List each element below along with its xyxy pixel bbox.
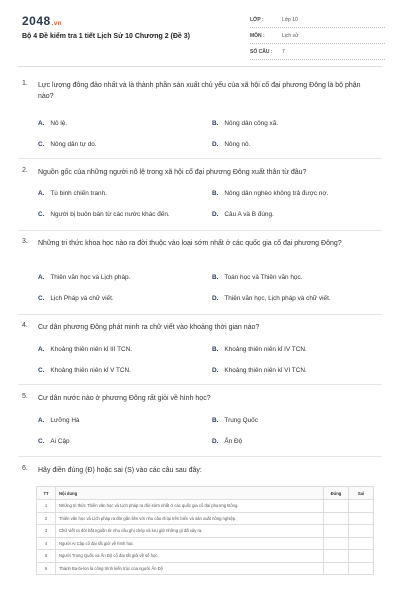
header-false: Sai [349,487,374,500]
true-cell[interactable] [324,562,349,575]
meta-key: SỐ CÂU : [250,48,273,55]
separator [18,384,382,385]
meta-row-class [250,12,385,28]
row-number: 5 [37,550,56,563]
true-cell[interactable] [324,525,349,538]
meta-info [250,12,385,60]
option-a[interactable]: A. Tù binh chiến tranh. [38,190,107,197]
meta-key: MÔN : [250,32,265,39]
meta-value: Lịch sử [282,32,299,39]
row-number: 4 [37,537,56,550]
question-5 [22,393,380,453]
meta-value: Lớp 10 [282,16,298,23]
table-row [37,562,374,575]
option-a[interactable]: A. Khoảng thiên niên kỉ III TCN. [38,346,132,353]
true-cell[interactable] [324,500,349,513]
row-content: Chữ viết ra đời bắt nguồn từ nhu cầu ghi chép và lưu giữ những gì đã xảy ra. [56,525,324,538]
question-number: 3. [22,238,28,245]
header-divider [18,66,382,67]
meta-key: LỚP : [250,16,264,23]
table-header-row [37,487,374,500]
question-4 [22,322,380,382]
page-header [0,0,400,63]
option-a[interactable]: A. Thiên văn học và Lịch pháp. [38,274,131,281]
question-text: Lực lượng đông đảo nhất và là thành phần sản xuất chủ yếu của xã hội cổ đại phương Đông là bộ phận nào? [38,82,361,100]
option-d[interactable]: D. Ấn Độ [212,438,243,445]
option-d[interactable]: D. Khoảng thiên niên kỉ VI TCN. [212,367,307,374]
question-2 [22,167,380,227]
question-number: 6. [22,465,28,472]
true-cell[interactable] [324,550,349,563]
option-d[interactable]: D. Câu A và B đúng. [212,211,274,218]
option-c[interactable]: C. Khoảng thiên niên kỉ V TCN. [38,367,131,374]
table-row [37,500,374,513]
row-content: Thành Ba-bi-lon là công trình kiến trúc của người Ấn Độ [56,562,324,575]
header-true: Đúng [324,487,349,500]
table-row [37,512,374,525]
option-a[interactable]: A. Nô lệ. [38,120,68,127]
option-b[interactable]: B. Khoảng thiên niên kỉ IV TCN. [212,346,307,353]
true-false-table [36,486,374,575]
separator [18,230,382,231]
option-a[interactable]: A. Lưỡng Hà [38,417,80,424]
option-b[interactable]: B. Toán học và Thiên văn học. [212,274,303,281]
row-number: 2 [37,512,56,525]
row-number: 3 [37,525,56,538]
question-1 [22,80,380,160]
question-number: 4. [22,322,28,329]
document-title: Bộ 4 Đề kiểm tra 1 tiết Lịch Sử 10 Chương 2 (Đề 3) [22,33,190,40]
false-cell[interactable] [349,550,374,563]
true-cell[interactable] [324,537,349,550]
header-content: Nội dung [56,487,324,500]
separator [18,158,382,159]
separator [18,456,382,457]
option-b[interactable]: B. Trung Quốc [212,417,258,424]
question-number: 5. [22,393,28,400]
question-6 [22,465,380,481]
option-d[interactable]: D. Thiên văn học, Lịch pháp và chữ viết. [212,295,331,302]
false-cell[interactable] [349,537,374,550]
option-d[interactable]: D. Nông nô. [212,141,251,148]
row-number: 6 [37,562,56,575]
option-c[interactable]: C. Ai Cập [38,438,70,445]
row-content: Người Ai Cập cổ đại rất giỏi về hình học [56,537,324,550]
false-cell[interactable] [349,525,374,538]
false-cell[interactable] [349,512,374,525]
table-row [37,525,374,538]
table-row [37,550,374,563]
row-content: Người Trung Quốc và Ấn Độ cổ đại rất giỏi về số học. [56,550,324,563]
separator [18,314,382,315]
row-content: Thiên văn học và Lịch pháp ra đời gắn liền với nhu cầu đi lại trên biển và sản xuất nông nghiệp. [56,512,324,525]
option-b[interactable]: B. Nông dân công xã. [212,120,279,127]
false-cell[interactable] [349,562,374,575]
option-c[interactable]: C. Nông dân tự do. [38,141,97,148]
table-row [37,537,374,550]
meta-value: 7 [282,48,285,55]
option-b[interactable]: B. Nông dân nghèo không trả được nợ. [212,190,329,197]
question-text: Cư dân nước nào ở phương Đông rất giỏi về hình học? [38,395,211,402]
meta-row-count [250,44,385,60]
false-cell[interactable] [349,500,374,513]
site-logo[interactable]: 2048.vn [22,14,62,28]
question-text: Hãy điền đúng (Đ) hoặc sai (S) vào các câu sau đây: [38,467,202,474]
question-number: 2. [22,167,28,174]
question-3 [22,238,380,316]
question-text: Cư dân phương Đông phát minh ra chữ viết vào khoảng thời gian nào? [38,324,260,331]
question-text: Những tri thức khoa học nào ra đời thuộc vào loại sớm nhất ở các quốc gia cổ đại phương Đông? [38,240,342,247]
row-content: Những tri thức Thiên văn học và Lịch pháp ra đời sớm nhất ở các quốc gia cổ đại phương Đông. [56,500,324,513]
question-number: 1. [22,80,28,87]
option-c[interactable]: C. Lịch Pháp và chữ viết. [38,295,114,302]
option-c[interactable]: C. Người bị buôn bán từ các nước khác đến. [38,211,170,218]
question-text: Nguồn gốc của những người nô lệ trong xã hội cổ đại phương Đông xuất thân từ đâu? [38,169,307,176]
header-tt: TT [37,487,56,500]
meta-row-subject [250,28,385,44]
true-cell[interactable] [324,512,349,525]
row-number: 1 [37,500,56,513]
